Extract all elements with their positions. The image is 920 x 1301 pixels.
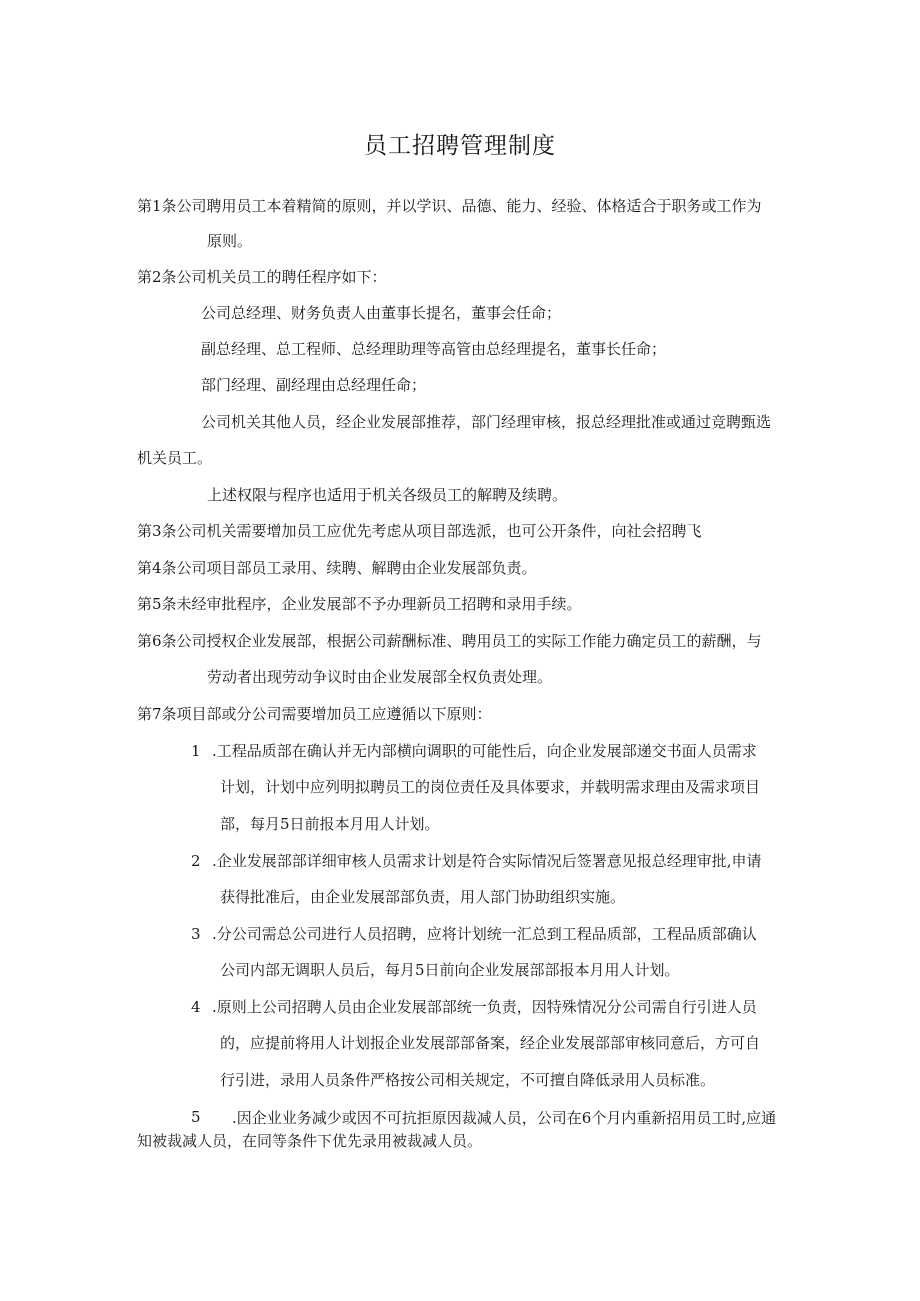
list-number: 1 [191,742,201,760]
list-item-line: 公司内部无调职人员后，每月5日前向企业发展部部报本月用人计划。 [220,961,680,979]
article-2-intro: 第2条公司机关员工的聘任程序如下： [137,268,387,286]
list-number: 4 [191,998,201,1016]
article-5: 第5条未经审批程序，企业发展部不予办理新员工招聘和录用手续。 [137,595,582,613]
list-item-line: .企业发展部部详细审核人员需求计划是符合实际情况后签署意见报总经理审批,申请 [212,852,762,870]
article-6-line1: 第6条公司授权企业发展部，根据公司薪酬标准、聘用员工的实际工作能力确定员工的薪酬，与 [137,632,762,650]
article-6-line2: 劳动者出现劳动争议时由企业发展部全权负责处理。 [207,668,553,686]
article-2-item: 部门经理、副经理由总经理任命； [201,376,427,394]
article-4: 第4条公司项目部员工录用、续聘、解聘由企业发展部负责。 [137,559,537,577]
article-1-line2: 原则。 [207,232,253,250]
list-item-line: 的，应提前将用人计划报企业发展部部备案，经企业发展部部审核同意后，方可自 [220,1034,761,1052]
list-number: 3 [191,925,201,943]
list-item-text: .因企业业务减少或因不可抗拒原因裁减人员，公司在6个月内重新招用员工时,应通知被裁减人员，在同等条件下优先录用被裁减人员。 [137,1109,777,1150]
list-item-line: 获得批准后，由企业发展部部负责，用人部门协助组织实施。 [220,888,626,906]
list-item-line: 计划，计划中应列明拟聘员工的岗位责任及具体要求，并载明需求理由及需求项目 [220,778,761,796]
article-7-intro: 第7条项目部或分公司需要增加员工应遵循以下原则： [137,705,492,723]
article-2-item-cont: 机关员工。 [137,449,213,467]
article-1-line1: 第1条公司聘用员工本着精简的原则，并以学识、品德、能力、经验、体格适合于职务或工作为 [137,197,762,215]
document-title: 员工招聘管理制度 [364,133,556,159]
article-3: 第3条公司机关需要增加员工应优先考虑从项目部选派，也可公开条件，向社会招聘飞 [137,522,702,540]
list-item-line: 部，每月5日前报本月用人计划。 [220,815,440,833]
list-item-line: .工程品质部在确认并无内部横向调职的可能性后，向企业发展部递交书面人员需求 [212,742,757,760]
article-2-item: 公司机关其他人员，经企业发展部推荐，部门经理审核，报总经理批准或通过竞聘甄选 [201,413,772,431]
article-2-item: 公司总经理、财务负责人由董事长提名，董事会任命； [201,304,562,322]
article-2-item: 副总经理、总工程师、总经理助理等高管由总经理提名，董事长任命； [201,340,667,358]
list-item-line: .原则上公司招聘人员由企业发展部部统一负责，因特殊情况分公司需自行引进人员 [212,998,757,1016]
list-item-line: .分公司需总公司进行人员招聘，应将计划统一汇总到工程品质部，工程品质部确认 [212,925,757,943]
list-number: 2 [191,852,201,870]
list-number: 5 [191,1108,201,1126]
list-item-line: 行引进，录用人员条件严格按公司相关规定，不可擅自降低录用人员标准。 [220,1071,716,1089]
article-2-note: 上述权限与程序也适用于机关各级员工的解聘及续聘。 [207,486,568,504]
